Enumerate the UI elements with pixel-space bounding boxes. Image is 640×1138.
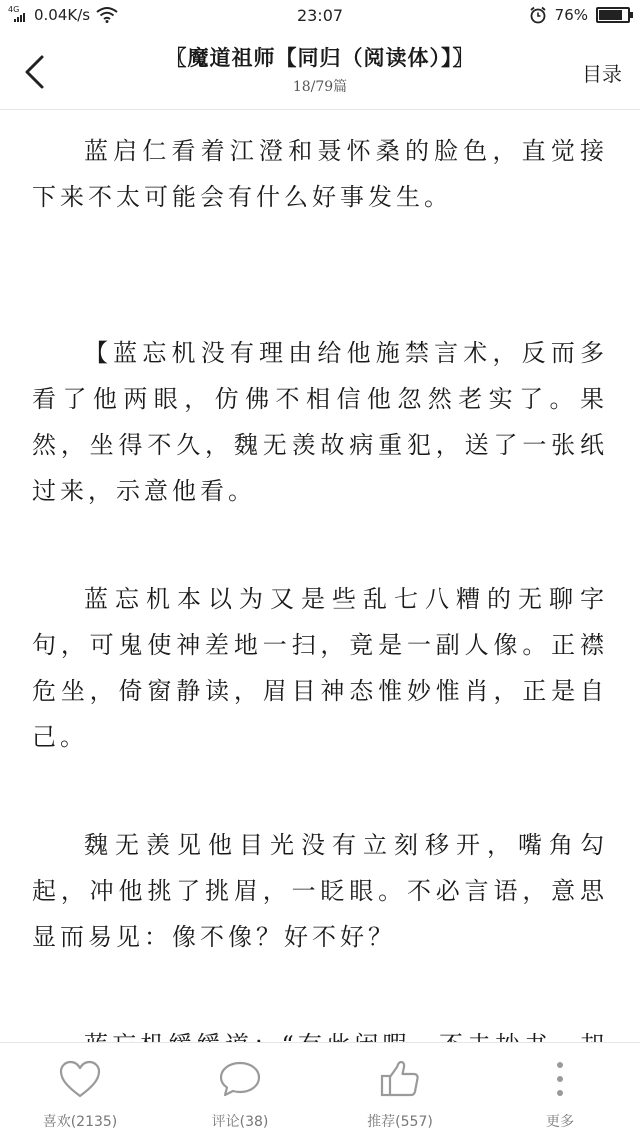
- network-speed: 0.04K/s: [34, 6, 91, 24]
- paragraph: 【蓝忘机没有理由给他施禁言术，反而多看了他两眼，仿佛不相信他忽然老实了。果然，坐得不久，魏无羡故病重犯，送了一张纸过来，示意他看。: [32, 339, 608, 505]
- like-label: 喜欢(2135): [42, 1114, 118, 1130]
- thumbs-up-icon: [379, 1059, 421, 1099]
- paragraph: 魏无羡见他目光没有立刻移开，嘴角勾起，冲他挑了挑眉，一眨眼。不必言语，意思显而易见：像不像？好不好？: [32, 831, 608, 951]
- battery-fill: [599, 10, 622, 20]
- comment-label: 评论(38): [211, 1114, 269, 1130]
- paragraph: 蓝忘机本以为又是些乱七八糟的无聊字句，可鬼使神差地一扫，竟是一副人像。正襟危坐，倚窗静读，眉目神态惟妙惟肖，正是自己。: [32, 585, 608, 751]
- heart-icon: [58, 1059, 102, 1099]
- chapter-count: 18/79篇: [292, 79, 348, 95]
- paragraph: 蓝启仁看着江澄和聂怀桑的脸色，直觉接下来不太可能会有什么好事发生。: [32, 137, 608, 211]
- like-button[interactable]: [20, 1053, 140, 1131]
- recommend-button[interactable]: [340, 1053, 460, 1131]
- more-label: 更多: [546, 1114, 574, 1130]
- back-button[interactable]: [14, 50, 54, 94]
- chevron-left-icon: [23, 55, 45, 89]
- status-bar: [0, 0, 640, 32]
- alarm-icon: [529, 6, 547, 24]
- battery-percent: 76%: [554, 6, 588, 24]
- comment-bubble-icon: [218, 1059, 262, 1099]
- reading-content[interactable]: [32, 122, 608, 1032]
- battery-icon: [596, 7, 630, 23]
- more-button[interactable]: [500, 1053, 620, 1131]
- bottom-action-bar: [0, 1042, 640, 1138]
- reader-header: [0, 32, 640, 110]
- recommend-label: 推荐(557): [367, 1114, 433, 1130]
- comment-button[interactable]: [180, 1053, 300, 1131]
- network-type: 4G: [8, 5, 20, 14]
- clock: 23:07: [296, 6, 344, 25]
- status-right: [529, 6, 630, 24]
- title-block: [110, 42, 530, 96]
- table-of-contents-button[interactable]: 目录: [582, 62, 622, 86]
- book-title: 〖魔道祖师【同归（阅读体）】〗: [165, 45, 475, 70]
- more-vertical-icon: [554, 1059, 566, 1099]
